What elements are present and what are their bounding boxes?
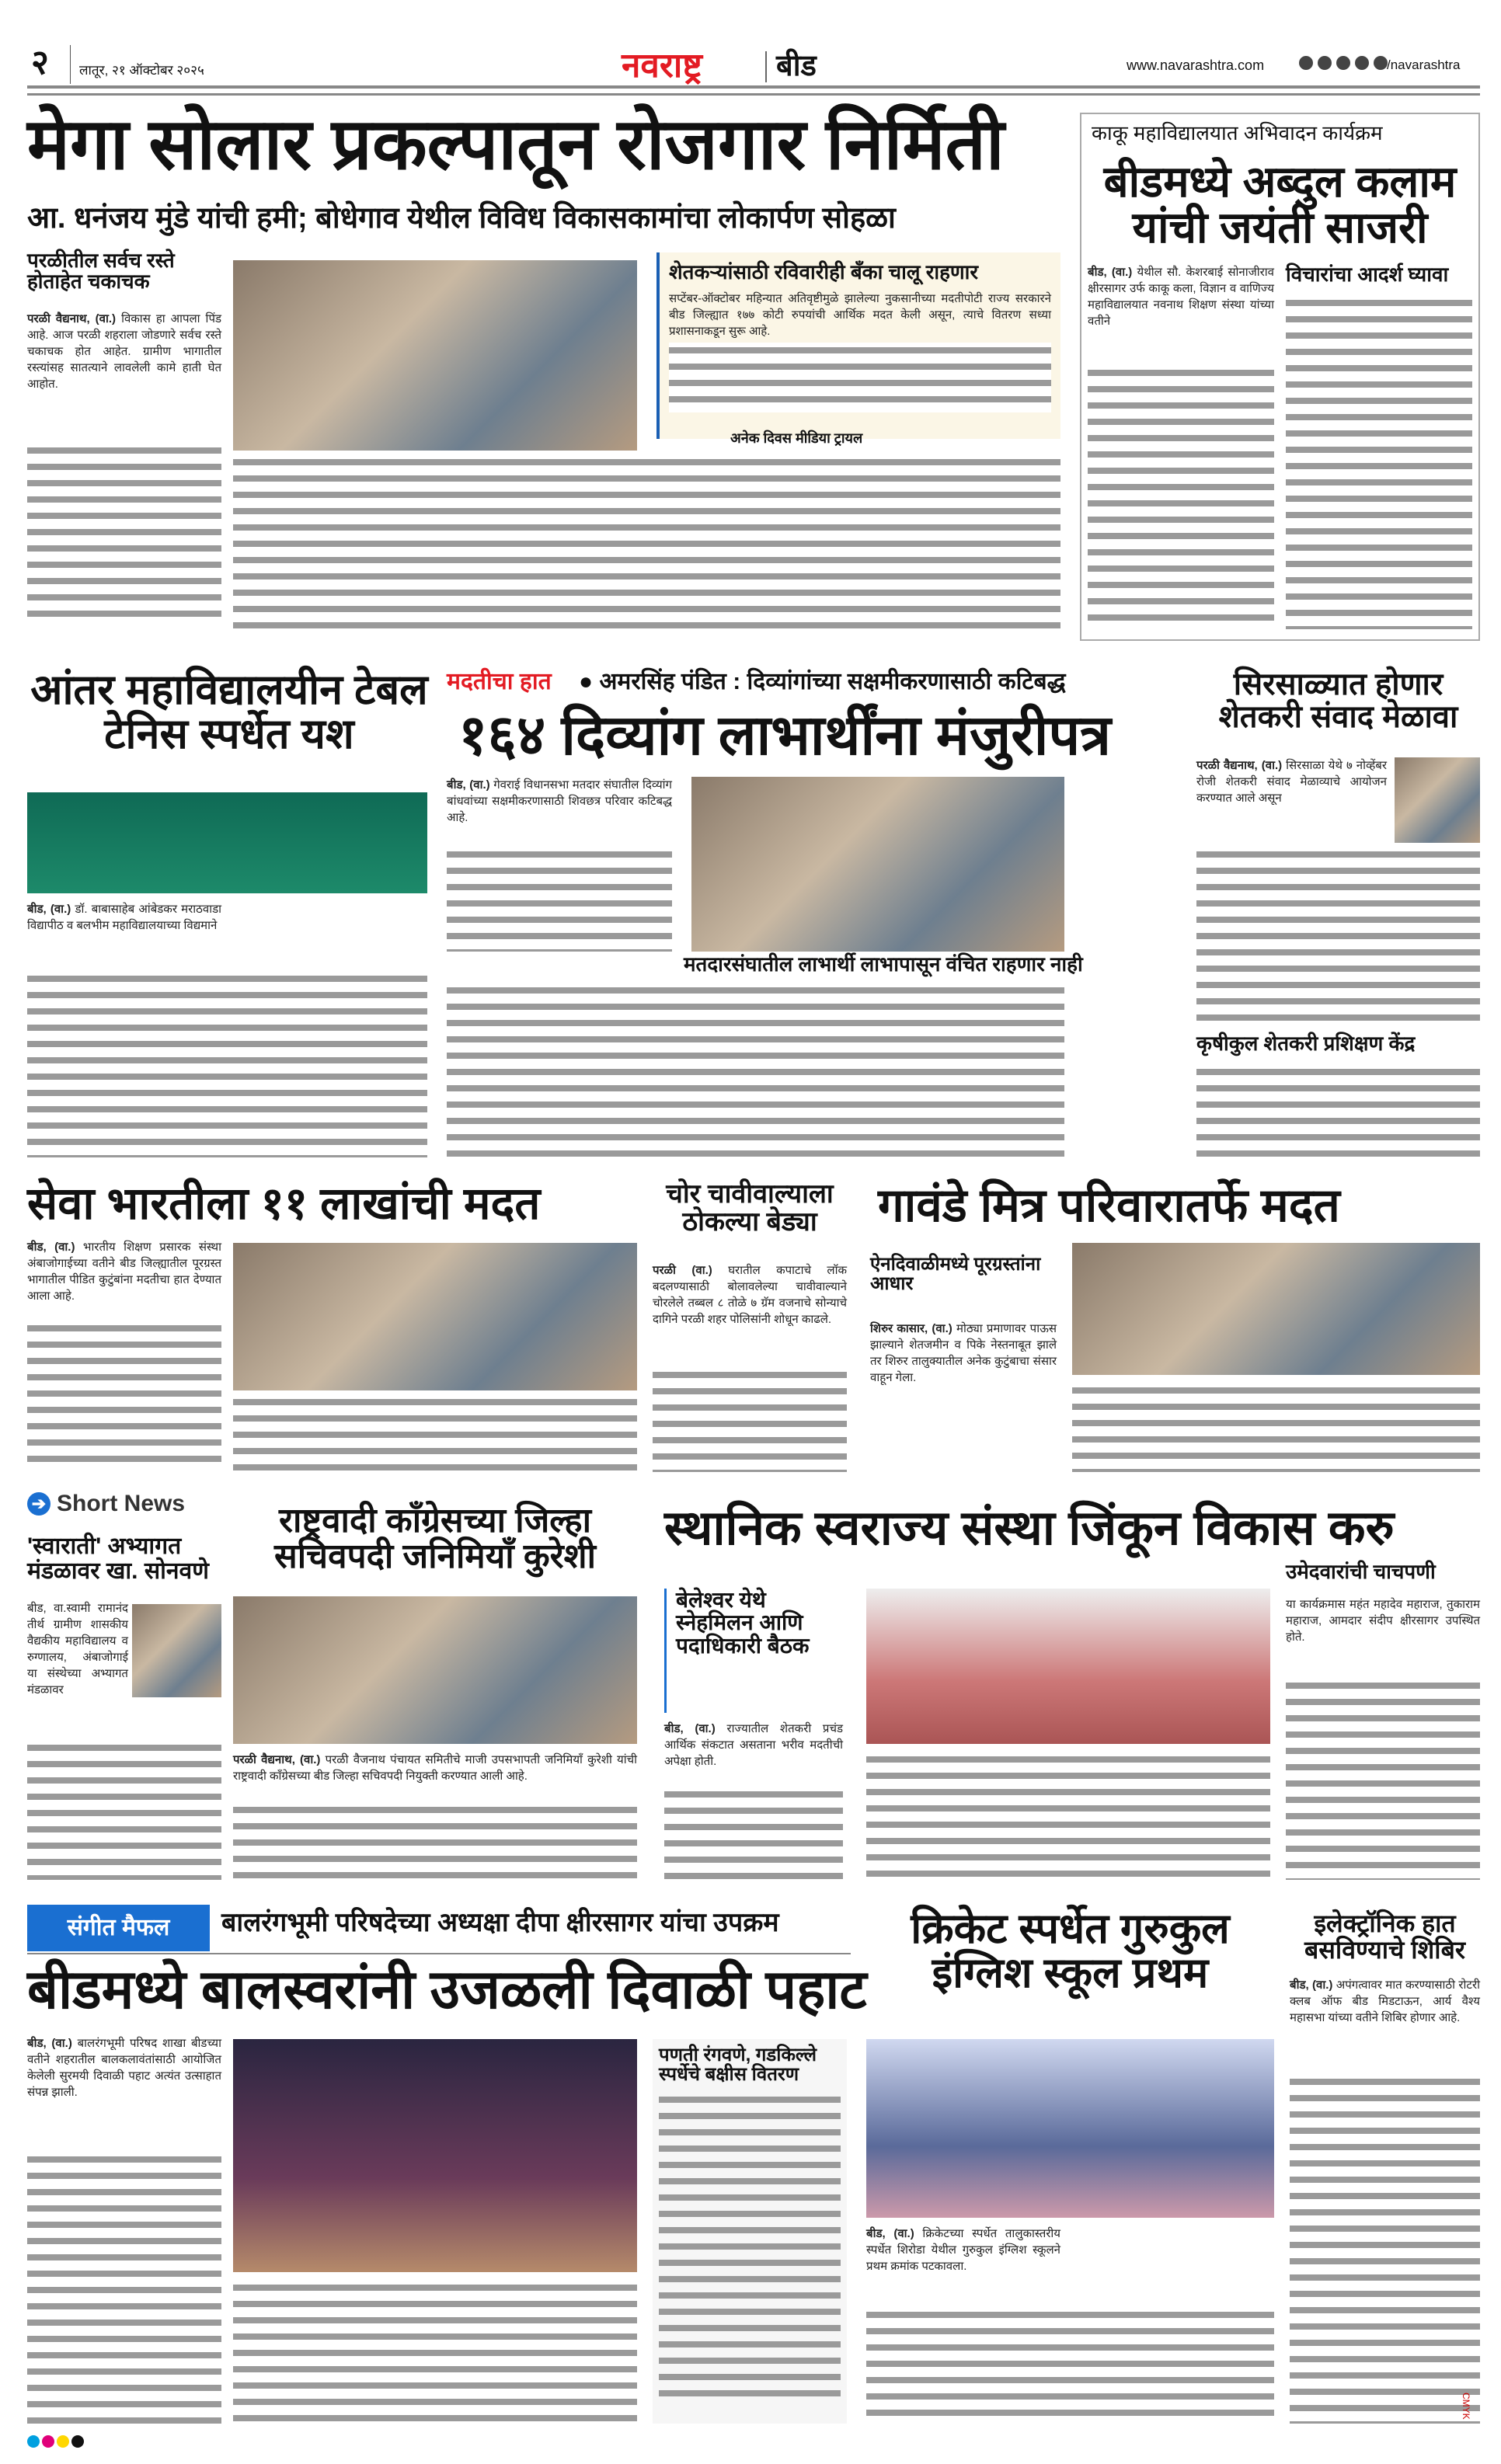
edition-name: बीड — [765, 51, 817, 82]
instagram-icon[interactable] — [1318, 56, 1332, 70]
divyang-label: मदतीचा हात — [447, 669, 552, 694]
tt-body — [27, 901, 221, 934]
gawande-subhead: ऐनदिवाळीमध्ये पूरग्रस्तांना आधार — [870, 1254, 1041, 1295]
local-subhead: उमेदवारांची चाचपणी — [1286, 1560, 1436, 1583]
social-handle: /navarashtra — [1387, 57, 1461, 72]
dateline: बीड, (वा.) — [866, 2227, 914, 2240]
dateline: बीड, (वा.) — [27, 2037, 72, 2050]
divyang-kicker: ● अमरसिंह पंडित : दिव्यांगांच्या सक्षमीकरणासाठी कटिबद्ध — [579, 669, 1066, 694]
tt-headline: आंतर महाविद्यालयीन टेबल टेनिस स्पर्धेत यश — [30, 666, 428, 757]
chor-body — [653, 1262, 847, 1328]
text-columns — [233, 454, 1060, 633]
seva-photo — [233, 1243, 637, 1390]
lead-photo — [233, 260, 637, 451]
lead-body — [27, 311, 221, 392]
text-column — [27, 443, 221, 621]
article-text: घरातील कपाटाचे लॉक बदलण्यासाठी बोलावलेल्या चावीवाल्याने चोरलेले तब्बल ८ तोळे ७ ग्रॅम वजनाचे सोन्याचे दागिने परळी शहर पोलिसांनी शोधून काढले. — [653, 1264, 847, 1326]
dateline: परळी वैद्यनाथ, (वा.) — [233, 1753, 321, 1766]
linkedin-icon[interactable] — [1374, 56, 1388, 70]
kicker-text: अमरसिंह पंडित : दिव्यांगांच्या सक्षमीकरणासाठी कटिबद्ध — [599, 669, 1066, 694]
divyang-headline: १६४ दिव्यांग लाभार्थींना मंजुरीपत्र — [458, 705, 1111, 767]
article-text: विकास हा आपला पिंड आहे. आज परळी शहराला जोडणारे सर्वच रस्ते चकाचक होत आहेत. ग्रामीण भागातील रस्त्यांसह सातत्याने लावलेली कामे हाती घेत आहोत. — [27, 312, 221, 391]
brand-logo: नवराष्ट्र — [622, 47, 702, 85]
kalam-subhead: विचारांचा आदर्श घ्यावा — [1286, 263, 1449, 286]
kalam-headline: बीडमध्ये अब्दुल कलाम यांची जयंती साजरी — [1103, 157, 1457, 252]
ncp-headline: राष्ट्रवादी काँग्रेसच्या जिल्हा सचिवपदी जनिमियाँ कुरेशी — [274, 1502, 596, 1576]
dateline: शिरुर कासार, (वा.) — [870, 1322, 952, 1335]
local-side-headline: बेलेश्वर येथे स्नेहमिलन आणि पदाधिकारी बैठक — [676, 1588, 810, 1658]
box-body: सप्टेंबर-ऑक्टोबर महिन्यात अतिवृष्टीमुळे झालेल्या नुकसानीच्या मदतीपोटी राज्य सरकारने बीड जिल्ह्यात १७७ कोटी रुपयांची आर्थिक मदत केली असून, त्याचे वितरण सध्या प्रशासनाकडून सुरू आहे. — [669, 292, 1051, 339]
issue-date: लातूर, २१ ऑक्टोबर २०२५ — [79, 63, 204, 78]
dateline: परळी (वा.) — [653, 1264, 712, 1277]
dateline: बीड, (वा.) — [1088, 266, 1133, 279]
lead-subhead: आ. धनंजय मुंडे यांची हमी; बोधेगाव येथील विविध विकासकामांचा लोकार्पण सोहळा — [27, 202, 896, 235]
social-icons — [1299, 56, 1390, 70]
box-headline: शेतकऱ्यांसाठी रविवारीही बँका चालू राहणार — [669, 260, 979, 284]
dateline: बीड, (वा.) — [27, 903, 71, 916]
ncp-body — [233, 1752, 637, 1784]
youtube-icon[interactable] — [1355, 56, 1369, 70]
gawande-body — [870, 1321, 1057, 1386]
music-photo — [233, 2039, 637, 2272]
cmyk-label: CMYK — [1461, 2393, 1471, 2420]
kalam-kicker: काकू महाविद्यालयात अभिवादन कार्यक्रम — [1092, 121, 1383, 144]
gawande-headline: गावंडे मित्र परिवारातर्फे मदत — [878, 1179, 1340, 1231]
dateline: बीड, (वा.) — [664, 1722, 716, 1735]
prize-headline: पणती रंगवणे, गडकिल्ले स्पर्धेचे बक्षीस वितरण — [659, 2045, 817, 2086]
box-subhead: अनेक दिवस मीडिया ट्रायल — [730, 430, 863, 446]
ncp-photo — [233, 1596, 637, 1744]
header-rule — [27, 85, 1480, 89]
sirsala-subhead: कृषीकुल शेतकरी प्रशिक्षण केंद्र — [1196, 1032, 1416, 1055]
dateline: बीड, (वा.) — [1290, 1979, 1333, 1992]
arrow-icon: ➔ — [27, 1492, 50, 1516]
dateline: परळी वैद्यनाथ, (वा.) — [1196, 759, 1283, 772]
portrait-photo — [1395, 757, 1480, 843]
divyang-subhead: मतदारसंघातील लाभार्थी लाभापासून वंचित राहणार नाही — [684, 952, 1083, 976]
local-body — [664, 1721, 843, 1770]
hand-body — [1290, 1977, 1480, 2026]
music-body — [27, 2035, 221, 2100]
article-text: अपंगत्वावर मात करण्यासाठी रोटरी क्लब ऑफ बीड मिडटाऊन, आर्य वैश्य महासभा यांच्या वतीने शिबिर होणार आहे. — [1290, 1979, 1480, 2024]
dateline: बीड, (वा.) — [27, 1241, 75, 1254]
registration-marks — [27, 2435, 86, 2452]
lead-headline: मेगा सोलार प्रकल्पातून रोजगार निर्मिती — [27, 105, 1005, 184]
short-news-body: बीड, वा.स्वामी रामानंद तीर्थ ग्रामीण शासकीय वैद्यकीय महाविद्यालय व रुग्णालय, अंबाजोगाई या संस्थेच्या अभ्यागत मंडळावर — [27, 1602, 128, 1697]
kalam-body — [1088, 264, 1274, 329]
local-headline: स्थानिक स्वराज्य संस्था जिंकून विकास करु — [664, 1502, 1395, 1555]
bank-box — [656, 252, 1060, 439]
article-text: डॉ. बाबासाहेब आंबेडकर मराठवाडा विद्यापीठ व बलभीम महाविद्यालयाच्या विद्यमाने — [27, 903, 221, 932]
article-text: बालरंगभूमी परिषद शाखा बीडच्या वतीने शहरातील बालकलावंतांसाठी आयोजित केलेली सुरमयी दिवाळी पहाट अत्यंत उत्साहात संपन्न झाली. — [27, 2037, 221, 2099]
prize-box — [653, 2039, 847, 2424]
article-text: भारतीय शिक्षण प्रसारक संस्था अंबाजोगाईच्या वतीने बीड जिल्ह्यातील पूरग्रस्त भागातील पीडित कुटुंबांना मदतीचा हात देण्यात आला आहे. — [27, 1241, 221, 1303]
dateline: बीड, (वा.) — [447, 778, 490, 792]
article-text: राज्यातील शेतकरी प्रचंड आर्थिक संकटात असताना भरीव मदतीची अपेक्षा होती. — [664, 1722, 843, 1768]
page-number: २ — [31, 44, 49, 82]
article-text: गेवराई विधानसभा मतदार संघातील दिव्यांग बांधवांच्या सक्षमीकरणासाठी शिवछत्र परिवार कटिबद्ध आहे. — [447, 778, 672, 824]
short-news-title — [27, 1491, 185, 1516]
rally-photo — [866, 1589, 1270, 1744]
tt-photo — [27, 792, 427, 893]
article-text: परळी वैजनाथ पंचायत समितीचे माजी उपसभापती जनिमियाँ कुरेशी यांची राष्ट्रवादी काँग्रेसच्या बीड जिल्हा सचिवपदी नियुक्ती करण्यात आली आहे. — [233, 1753, 638, 1783]
divyang-photo — [691, 777, 1064, 952]
x-icon[interactable] — [1336, 56, 1350, 70]
article-text: येथील सौ. केशरबाई सोनाजीराव क्षीरसागर उर्फ काकू कला, विज्ञान व वाणिज्य महाविद्यालयात नवनाथ शिक्षण संस्था यांच्या वतीने — [1088, 266, 1274, 328]
cricket-body — [866, 2226, 1060, 2274]
dateline: परळी वैद्यनाथ, (वा.) — [27, 312, 117, 325]
music-tag: संगीत मैफल — [27, 1905, 210, 1951]
cricket-photo — [866, 2039, 1274, 2218]
local-sub-body: या कार्यक्रमास महंत महादेव महाराज, तुकाराम महाराज, आमदार संदीप क्षीरसागर उपस्थित होते. — [1286, 1598, 1480, 1644]
website-link[interactable]: www.navarashtra.com — [1127, 57, 1265, 73]
chor-headline: चोर चावीवाल्याला ठोकल्या बेड्या — [666, 1179, 834, 1237]
header-rule — [27, 93, 1480, 96]
sirsala-headline: सिरसाळ्यात होणार शेतकरी संवाद मेळावा — [1218, 667, 1458, 734]
music-headline: बीडमध्ये बालस्वरांनी उजळली दिवाळी पहाट — [27, 1959, 867, 2020]
sirsala-body — [1196, 757, 1387, 806]
side-headline: परळीतील सर्वच रस्ते होताहेत चकाचक — [27, 249, 175, 294]
article-text: मोठ्या प्रमाणावर पाऊस झाल्याने शेतजमीन व पिके नेस्तनाबूत झाले तर शिरुर तालुक्यातील अनेक कुटुंबाचा संसार वाहून गेला. — [870, 1322, 1057, 1384]
portrait-photo — [132, 1604, 221, 1697]
article-text: क्रिकेटच्या स्पर्धेत तालुकास्तरीय स्पर्धेत शिरोडा येथील गुरुकुल इंग्लिश स्कूलने प्रथम क्रमांक पटकावला. — [866, 2227, 1060, 2273]
article-text: सिरसाळा येथे ७ नोव्हेंबर रोजी शेतकरी संवाद मेळाव्याचे आयोजन करण्यात आले असून — [1196, 759, 1387, 805]
section-title: Short News — [57, 1491, 186, 1516]
hand-headline: इलेक्ट्रॉनिक हात बसविण्याचे शिबिर — [1304, 1909, 1465, 1964]
short-news-headline: 'स्वाराती' अभ्यागत मंडळावर खा. सोनवणे — [27, 1533, 209, 1584]
music-kicker: बालरंगभूमी परिषदेच्या अध्यक्षा दीपा क्षीरसागर यांचा उपक्रम — [221, 1908, 779, 1937]
seva-headline: सेवा भारतीला ११ लाखांची मदत — [27, 1178, 541, 1229]
facebook-icon[interactable] — [1299, 56, 1313, 70]
divyang-body — [447, 777, 672, 826]
cricket-headline: क्रिकेट स्पर्धेत गुरुकुल इंग्लिश स्कूल प्रथम — [911, 1905, 1230, 1996]
gawande-photo — [1072, 1243, 1480, 1375]
seva-body — [27, 1239, 221, 1304]
